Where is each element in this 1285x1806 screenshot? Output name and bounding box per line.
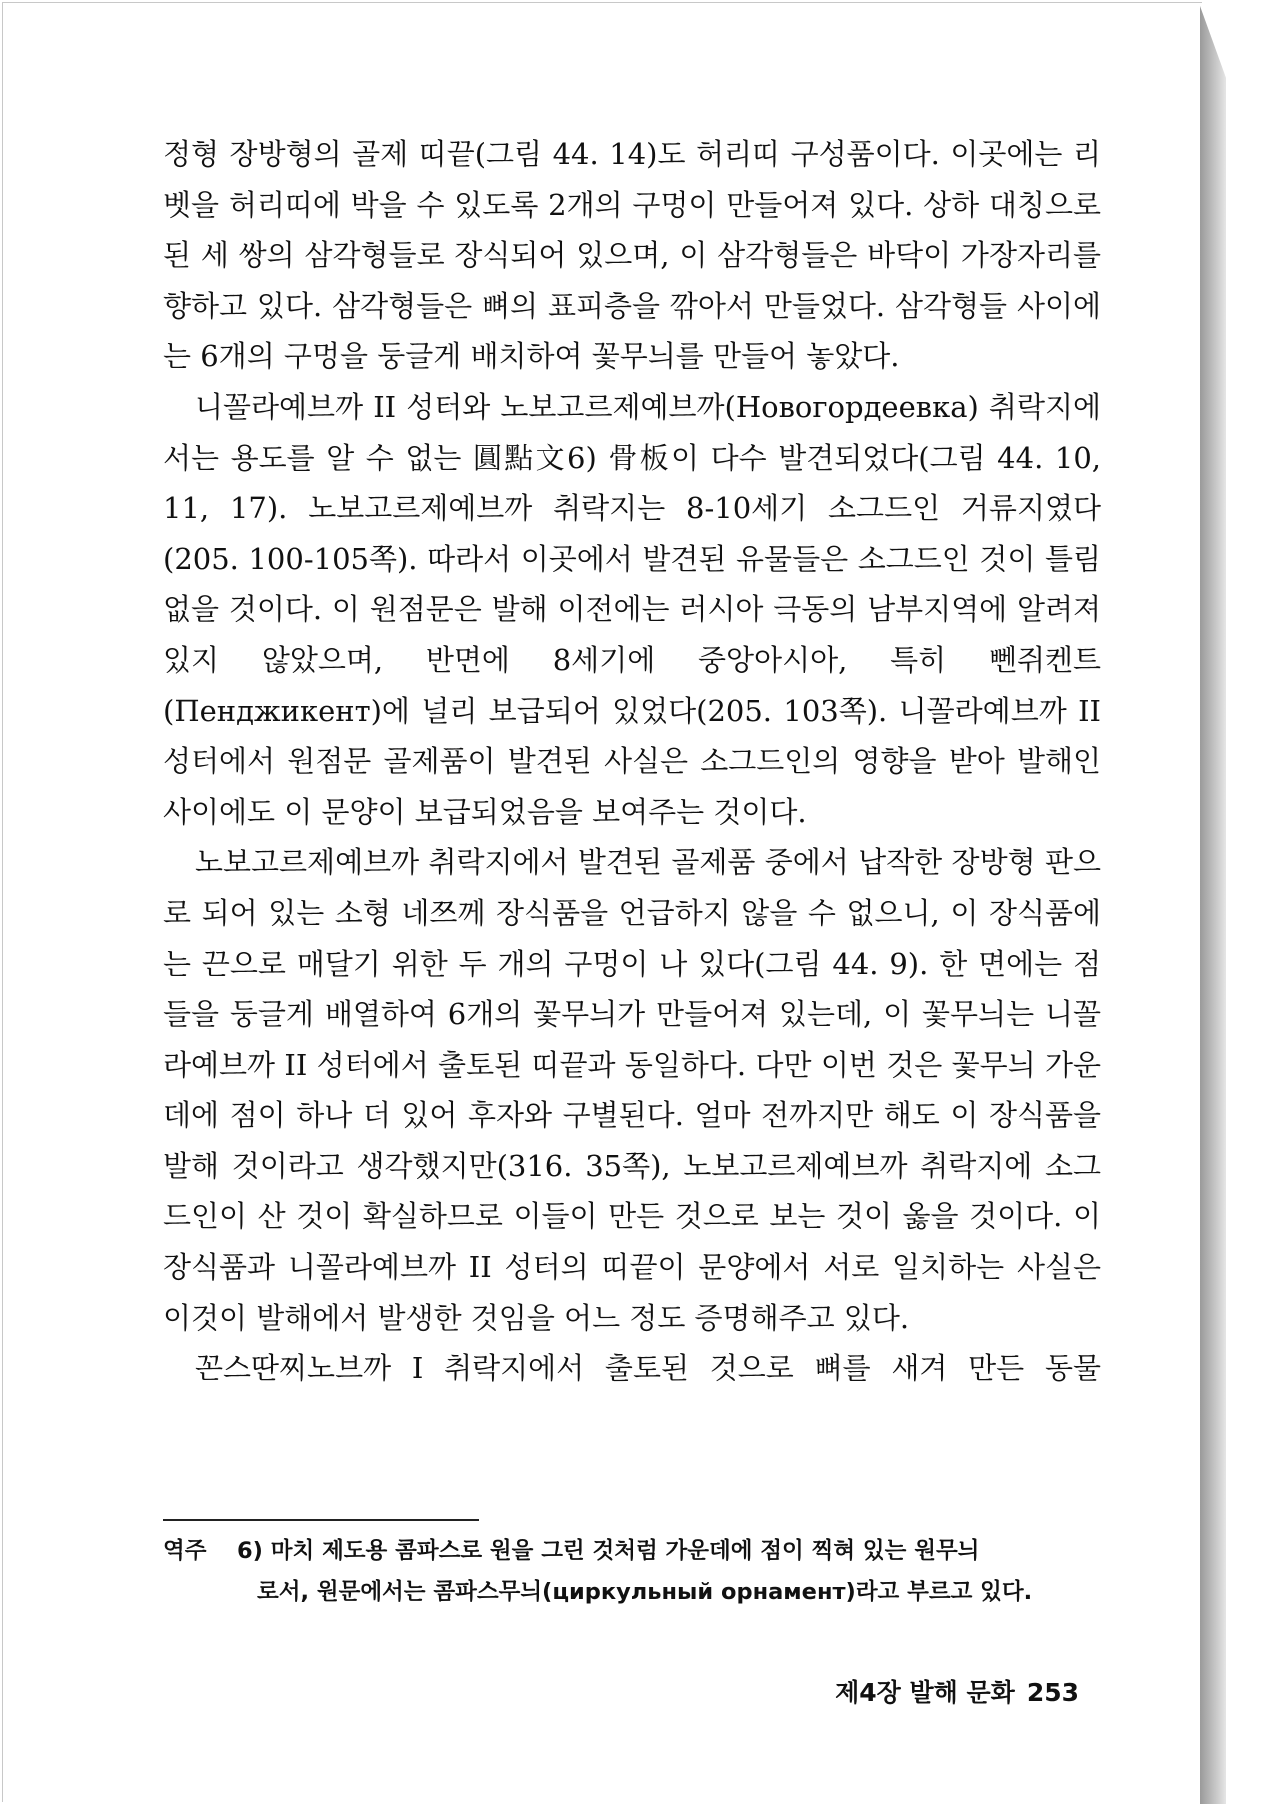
footnote xyxy=(163,1531,1103,1613)
book-page xyxy=(2,2,1202,1802)
page-number: 253 xyxy=(1026,1678,1079,1707)
paragraph-4: 꼰스딴찌노브까 I 취락지에서 출토된 것으로 뼈를 새겨 만든 동물 xyxy=(195,1351,1101,1386)
footnote-text-1: 6) 마치 제도용 콤파스로 원을 그린 것처럼 가운데에 점이 찍혀 있는 원무늬 xyxy=(237,1538,980,1564)
footnote-divider xyxy=(163,1519,479,1521)
footnote-line-1 xyxy=(163,1531,1103,1572)
paragraph-3: 노보고르제예브까 취락지에서 발견된 골제품 중에서 납작한 장방형 판으로 되어 있는 소형 네쯔께 장식품을 언급하지 않을 수 없으니, 이 장식품에는 끈으로 매달기 위한 두 개의 구멍이 나 있다(그림 44. 9). 한 면에는 점들을 둥글게 배열하여 6개의 꽃무늬가 만들어져 있는데, 이 꽃무늬는 니꼴라예브까 II 성터에서 출토된 띠끝과 동일하다. 다만 이번 것은 꽃무늬 가운데에 점이 하나 더 있어 후자와 구별된다. 얼마 전까지만 해도 이 장식품을 발해 것이라고 생각했지만(316. 35쪽), 노보고르제예브까 취락지에 소그드인이 산 것이 확실하므로 이들이 만든 것으로 보는 것이 옳을 것이다. 이 장식품과 니꼴라예브까 II 성터의 띠끝이 문양에서 서로 일치하는 사실은 이것이 발해에서 발생한 것임을 어느 정도 증명해주고 있다. xyxy=(163,845,1101,1335)
footnote-label: 역주 xyxy=(163,1538,207,1564)
footnote-text-2: 로서, 원문에서는 콤파스무늬(циркульный орнамент)라고 부르고 있다. xyxy=(257,1579,1033,1605)
page-edge-shadow xyxy=(1200,6,1226,1804)
paragraph-1: 정형 장방형의 골제 띠끝(그림 44. 14)도 허리띠 구성품이다. 이곳에는 리벳을 허리띠에 박을 수 있도록 2개의 구멍이 만들어져 있다. 상하 대칭으로 된 세 쌍의 삼각형들로 장식되어 있으며, 이 삼각형들은 바닥이 가장자리를 향하고 있다. 삼각형들은 뼈의 표피층을 깎아서 만들었다. 삼각형들 사이에는 6개의 구멍을 둥글게 배치하여 꽃무늬를 만들어 놓았다. xyxy=(163,137,1101,374)
body-text xyxy=(163,129,1101,1394)
running-footer xyxy=(763,1673,1079,1709)
paragraph-2: 니꼴라예브까 II 성터와 노보고르제예브까(Новогордеевка) 취락지에서는 용도를 알 수 없는 圓點文6) 骨板이 다수 발견되었다(그림 44. 10, 11, 17). 노보고르제예브까 취락지는 8-10세기 소그드인 거류지였다(205. 100-105쪽). 따라서 이곳에서 발견된 유물들은 소그드인 것이 틀림없을 것이다. 이 원점문은 발해 이전에는 러시아 극동의 남부지역에 알려져 있지 않았으며, 반면에 8세기에 중앙아시아, 특히 뻰쥐켄트(Пенджикент)에 널리 보급되어 있었다(205. 103쪽). 니꼴라예브까 II 성터에서 원점문 골제품이 발견된 사실은 소그드인의 영향을 받아 발해인 사이에도 이 문양이 보급되었음을 보여주는 것이다. xyxy=(163,389,1101,829)
chapter-title: 제4장 발해 문화 xyxy=(835,1678,1015,1707)
